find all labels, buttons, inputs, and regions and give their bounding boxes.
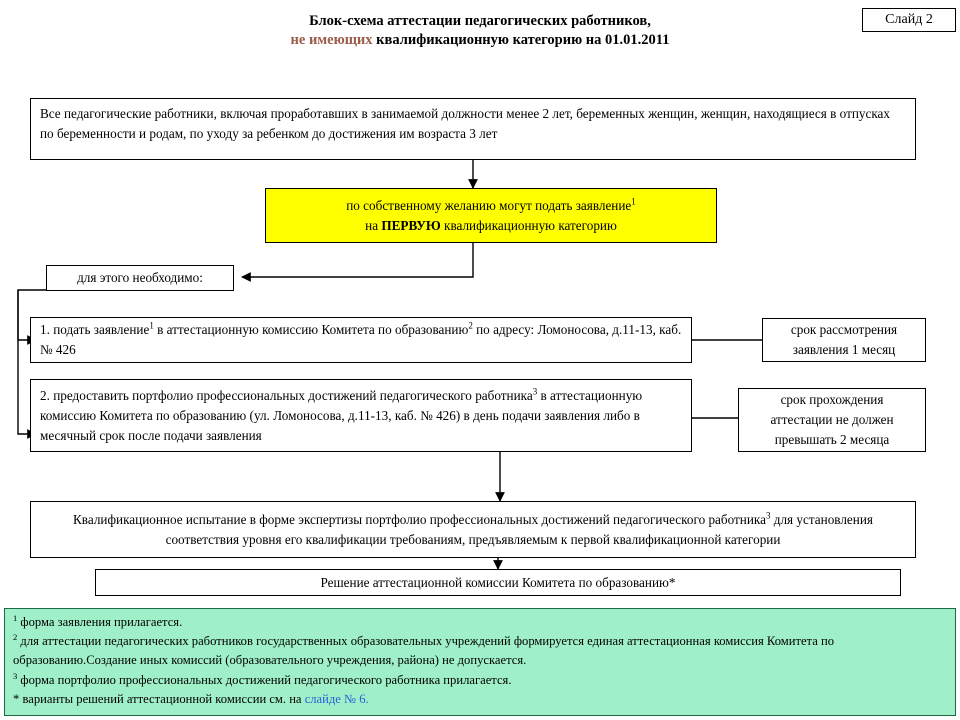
footnote-ref-1: 1	[149, 320, 154, 331]
node-own-wish-line-2-post: квалификационную категорию	[440, 217, 617, 233]
footnote-text-3: форма портфолио профессиональных достижений педагогического работника прилагается.	[17, 672, 512, 687]
node-own-wish-line-2	[275, 216, 707, 236]
node-step-1-part-3: по адресу: Ломоносова, д.11-13, каб. № 426	[40, 322, 682, 357]
node-own-wish-emphasis: ПЕРВУЮ	[381, 217, 441, 233]
node-own-wish-line-1-text: по собственному желанию могут подать заявление	[346, 197, 632, 213]
node-qualification-exam-part-2: для установления соответствия уровня его квалификации требованиям, предъявляемым к первой квалификационной категории	[165, 511, 873, 547]
footnote-marker-2: 2	[13, 632, 18, 643]
footnote-ref-3: 3	[765, 510, 771, 521]
node-step-2-part-1: 2. предоставить портфолио профессиональных достижений педагогического работника	[40, 387, 533, 403]
node-all-workers	[30, 98, 916, 160]
footnote-item-2	[13, 632, 947, 670]
node-step-1-text	[40, 320, 682, 360]
slide-link[interactable]: слайде № 6.	[304, 691, 369, 706]
note-review-term-line-1: срок рассмотрения	[790, 322, 898, 337]
connector-ownwish-to-needed	[242, 243, 473, 277]
node-qualification-exam-text	[40, 510, 906, 550]
node-step-2-part-2: в аттестационную комиссию Комитета по образованию (ул. Ломоносова, д.11-13, каб. № 426) в день подачи заявления либо в месячный срок после подачи заявления	[40, 387, 643, 443]
footnote-marker-3: 3	[13, 670, 18, 681]
footnote-marker-1: 1	[13, 612, 18, 623]
note-attestation-term-line-1: срок прохождения	[780, 392, 884, 407]
slide-number-badge: Слайд 2	[862, 8, 956, 32]
node-step-1-part-2: в аттестационную комиссию Комитета по образованию	[153, 322, 469, 337]
title-line-1: Блок-схема аттестации педагогических работников,	[309, 13, 651, 29]
node-step-2-text	[40, 386, 682, 446]
node-own-wish-line-2-pre: на	[365, 217, 382, 233]
footnote-ref-1: 1	[631, 196, 636, 207]
footnote-ref-2: 2	[468, 320, 473, 331]
node-all-workers-text: Все педагогические работники, включая проработавших в занимаемой должности менее 2 лет, беременных женщин, женщин, находящиеся в отпусках по беременности и родам, по уходу за ребенком до достижения им возраста 3 лет	[40, 106, 890, 141]
title-accent-text: не имеющих	[290, 32, 373, 48]
node-qualification-exam-part-1: Квалификационное испытание в форме экспертизы портфолио профессиональных достижений педагогического работника	[73, 511, 766, 527]
node-own-wish-line-1	[275, 196, 707, 216]
footnote-text-2: для аттестации педагогических работников государственных образовательных учреждений формируется единая аттестационная комиссия Комитета по образованию.Создание иных комиссий (образовательного учреждения, района) не допускается.	[13, 634, 834, 668]
note-review-term	[762, 318, 926, 362]
node-step-2	[30, 379, 692, 452]
footnote-text-1: форма заявления прилагается.	[17, 615, 183, 629]
node-own-wish	[265, 188, 717, 243]
footnotes-panel	[4, 608, 956, 716]
node-decision-text: Решение аттестационной комиссии Комитета по образованию*	[320, 574, 676, 590]
note-review-term-line-2: заявления 1 месяц	[792, 342, 896, 357]
footnote-marker-star: *	[13, 691, 20, 706]
node-step-1	[30, 317, 692, 363]
note-attestation-term-line-2: аттестации не должен	[770, 412, 894, 427]
note-attestation-term-line-3: превышать 2 месяца	[774, 432, 890, 447]
title-line-2-rest: квалификационную категорию на 01.01.2011	[372, 32, 670, 48]
node-decision	[95, 569, 901, 596]
node-step-1-part-1: 1. подать заявление	[40, 322, 150, 337]
footnote-item-star	[13, 690, 947, 709]
node-needed-text: для этого необходимо:	[77, 270, 203, 285]
note-attestation-term	[738, 388, 926, 452]
title-line-2	[180, 31, 780, 50]
footnote-text-star: варианты решений аттестационной комиссии см. на	[19, 691, 305, 706]
footnote-ref-3: 3	[532, 386, 538, 397]
page-title	[180, 12, 780, 50]
footnote-item-3	[13, 671, 947, 690]
node-needed	[46, 265, 234, 291]
footnote-item-1	[13, 613, 947, 632]
node-qualification-exam	[30, 501, 916, 558]
